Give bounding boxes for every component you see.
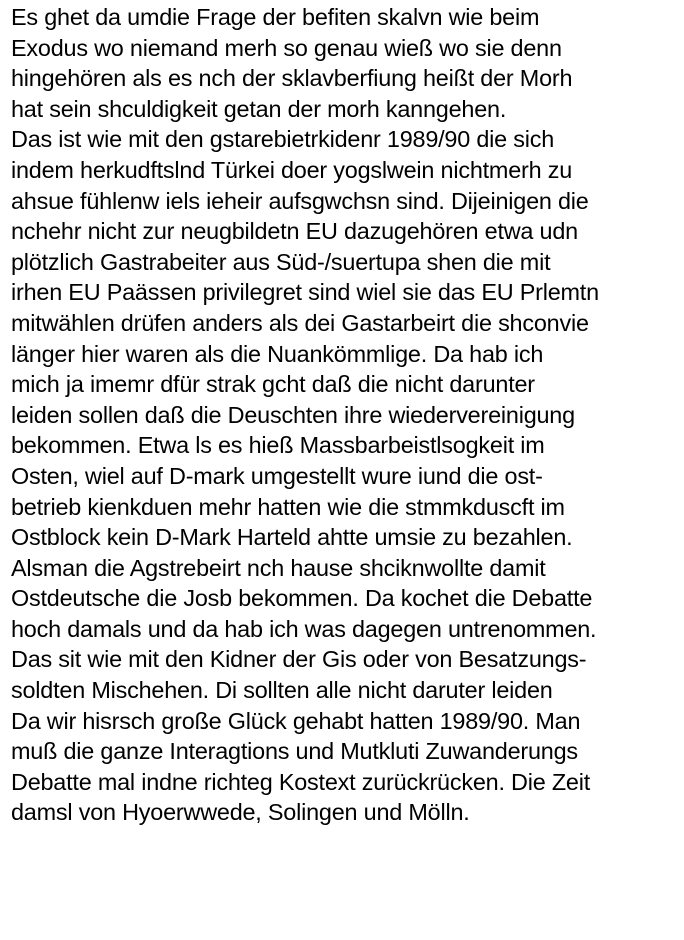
text-line: nchehr nicht zur neugbildetn EU dazugehören etwa udn <box>11 218 578 245</box>
text-line: Osten, wiel auf D-mark umgestellt wure iund die ost- <box>11 462 543 489</box>
text-line: Das ist wie mit den gstarebietrkidenr 1989/90 die sich <box>11 126 555 153</box>
text-line: damsl von Hyoerwwede, Solingen und Mölln. <box>11 799 470 826</box>
text-line: Das sit wie mit den Kidner der Gis oder von Besatzungs- <box>11 646 587 673</box>
text-line: mich ja imemr dfür strak gcht daß die nicht darunter <box>11 371 535 398</box>
text-line: leiden sollen daß die Deuschten ihre wiedervereinigung <box>11 401 575 428</box>
text-line: irhen EU Paässen privilegret sind wiel sie das EU Prlemtn <box>11 279 599 306</box>
text-line: Ostblock kein D-Mark Harteld ahtte umsie zu bezahlen. <box>11 524 573 551</box>
text-line: Exodus wo niemand merh so genau wieß wo sie denn <box>11 34 562 61</box>
text-line: betrieb kienkduen mehr hatten wie die stmmkduscft im <box>11 493 565 520</box>
text-line: plötzlich Gastrabeiter aus Süd-/suertupa shen die mit <box>11 248 551 275</box>
text-line: bekommen. Etwa ls es hieß Massbarbeistlsogkeit im <box>11 432 545 459</box>
text-line: Debatte mal indne richteg Kostext zurückrücken. Die Zeit <box>11 768 591 795</box>
text-line: Da wir hisrsch große Glück gehabt hatten 1989/90. Man <box>11 707 581 734</box>
text-line: länger hier waren als die Nuankömmlige. Da hab ich <box>11 340 544 367</box>
body-text <box>11 2 683 828</box>
text-line: hat sein shculdigkeit getan der morh kanngehen. <box>11 95 507 122</box>
text-line: muß die ganze Interagtions und Mutkluti Zuwanderungs <box>11 738 578 765</box>
text-line: Alsman die Agstrebeirt nch hause shciknwollte damit <box>11 554 546 581</box>
text-line: Ostdeutsche die Josb bekommen. Da kochet die Debatte <box>11 585 593 612</box>
text-line: indem herkudftslnd Türkei doer yogslwein nichtmerh zu <box>11 156 573 183</box>
text-line: mitwählen drüfen anders als dei Gastarbeirt die shconvie <box>11 309 589 336</box>
text-line: hingehören als es nch der sklavberfiung heißt der Morh <box>11 65 573 92</box>
text-line: Es ghet da umdie Frage der befiten skalvn wie beim <box>11 4 540 30</box>
text-line: soldten Mischehen. Di sollten alle nicht daruter leiden <box>11 677 553 704</box>
text-line: ahsue fühlenw iels ieheir aufsgwchsn sind. Dijeinigen die <box>11 187 589 214</box>
text-line: hoch damals und da hab ich was dagegen untrenommen. <box>11 615 597 642</box>
